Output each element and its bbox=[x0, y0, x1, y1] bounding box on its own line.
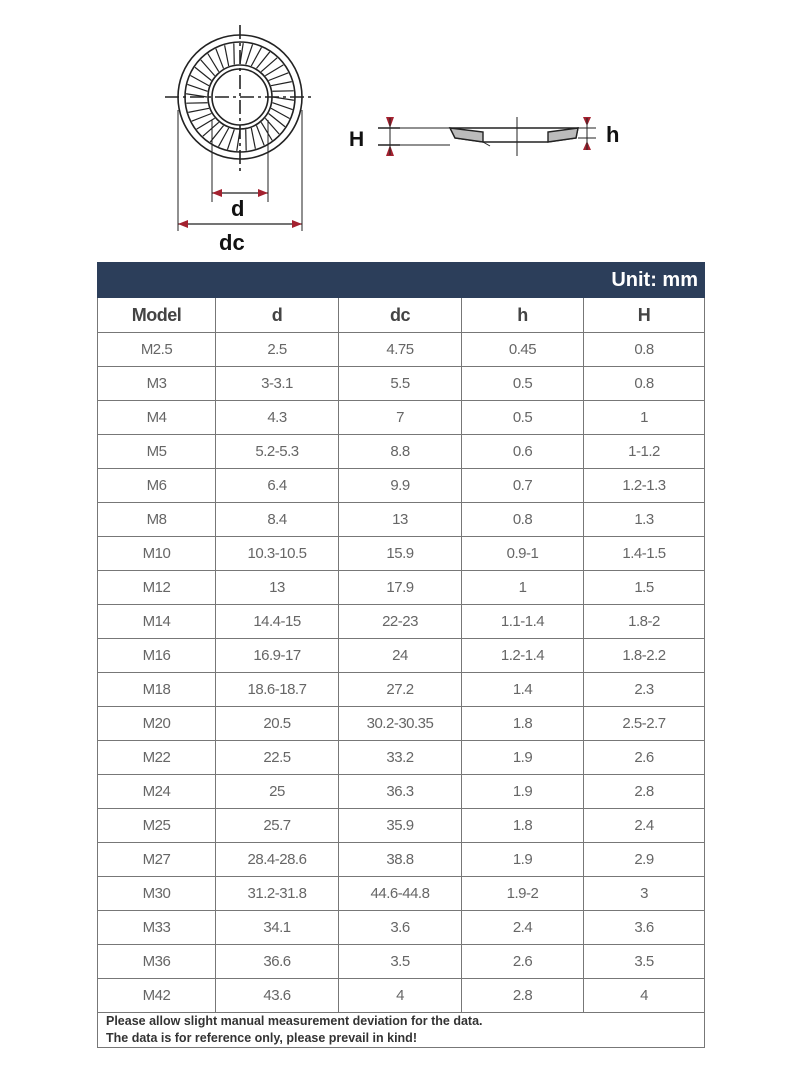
table-cell: M20 bbox=[98, 707, 216, 741]
table-cell: 8.8 bbox=[339, 435, 462, 469]
table-cell: 1.9 bbox=[462, 843, 584, 877]
table-cell: 14.4-15 bbox=[216, 605, 339, 639]
table-cell: 30.2-30.35 bbox=[339, 707, 462, 741]
table-cell: 16.9-17 bbox=[216, 639, 339, 673]
table-cell: 4.3 bbox=[216, 401, 339, 435]
table-cell: M22 bbox=[98, 741, 216, 775]
table-cell: 1.1-1.4 bbox=[462, 605, 584, 639]
table-row bbox=[98, 503, 705, 537]
table-row bbox=[98, 707, 705, 741]
table-cell: 7 bbox=[339, 401, 462, 435]
table-cell: M5 bbox=[98, 435, 216, 469]
table-cell: 13 bbox=[216, 571, 339, 605]
table-cell: 1.3 bbox=[584, 503, 705, 537]
table-cell: 2.5 bbox=[216, 333, 339, 367]
table-cell: 2.9 bbox=[584, 843, 705, 877]
washer-size-table bbox=[97, 262, 705, 1048]
table-cell: 25.7 bbox=[216, 809, 339, 843]
footnote-line: The data is for reference only, please prevail in kind! bbox=[106, 1031, 417, 1045]
table-cell: 0.8 bbox=[584, 333, 705, 367]
table-row bbox=[98, 605, 705, 639]
table-cell: 2.4 bbox=[462, 911, 584, 945]
table-row bbox=[98, 673, 705, 707]
table-cell: 25 bbox=[216, 775, 339, 809]
table-row bbox=[98, 809, 705, 843]
label-dc: dc bbox=[219, 230, 245, 255]
table-row bbox=[98, 843, 705, 877]
table-cell: 10.3-10.5 bbox=[216, 537, 339, 571]
table-cell: 3.6 bbox=[584, 911, 705, 945]
table-cell: 22-23 bbox=[339, 605, 462, 639]
footnote bbox=[98, 1013, 705, 1048]
table-cell: 1.8-2.2 bbox=[584, 639, 705, 673]
table-cell: 3 bbox=[584, 877, 705, 911]
footnote-line: Please allow slight manual measurement deviation for the data. bbox=[106, 1014, 483, 1028]
table-cell: 31.2-31.8 bbox=[216, 877, 339, 911]
table-cell: 0.6 bbox=[462, 435, 584, 469]
table-cell: 1.8-2 bbox=[584, 605, 705, 639]
table-cell: 33.2 bbox=[339, 741, 462, 775]
table-row bbox=[98, 911, 705, 945]
table-cell: M10 bbox=[98, 537, 216, 571]
table-cell: 2.8 bbox=[462, 979, 584, 1013]
table-row bbox=[98, 537, 705, 571]
table-cell: 1 bbox=[462, 571, 584, 605]
table-row bbox=[98, 333, 705, 367]
table-cell: 1.9 bbox=[462, 775, 584, 809]
column-header: dc bbox=[339, 298, 462, 333]
column-header-row bbox=[98, 298, 705, 333]
footnote-row bbox=[98, 1013, 705, 1048]
table-row bbox=[98, 979, 705, 1013]
table-cell: 0.5 bbox=[462, 367, 584, 401]
table-cell: 0.8 bbox=[462, 503, 584, 537]
table-cell: M25 bbox=[98, 809, 216, 843]
table-cell: 1 bbox=[584, 401, 705, 435]
column-header: h bbox=[462, 298, 584, 333]
table-cell: 36.6 bbox=[216, 945, 339, 979]
table-cell: M8 bbox=[98, 503, 216, 537]
table-cell: 28.4-28.6 bbox=[216, 843, 339, 877]
table-cell: 8.4 bbox=[216, 503, 339, 537]
table-row bbox=[98, 775, 705, 809]
table-cell: 2.6 bbox=[584, 741, 705, 775]
table-cell: 44.6-44.8 bbox=[339, 877, 462, 911]
table-cell: M6 bbox=[98, 469, 216, 503]
table-cell: M18 bbox=[98, 673, 216, 707]
table-cell: 4 bbox=[584, 979, 705, 1013]
table-cell: 3.6 bbox=[339, 911, 462, 945]
table-cell: 24 bbox=[339, 639, 462, 673]
table-cell: 0.8 bbox=[584, 367, 705, 401]
label-h: h bbox=[606, 122, 620, 147]
table-row bbox=[98, 401, 705, 435]
table-cell: 1.5 bbox=[584, 571, 705, 605]
table-cell: 6.4 bbox=[216, 469, 339, 503]
table-cell: 9.9 bbox=[339, 469, 462, 503]
table-cell: 35.9 bbox=[339, 809, 462, 843]
table-cell: 2.4 bbox=[584, 809, 705, 843]
table-cell: 36.3 bbox=[339, 775, 462, 809]
table-cell: 20.5 bbox=[216, 707, 339, 741]
table-row bbox=[98, 571, 705, 605]
table-cell: 0.45 bbox=[462, 333, 584, 367]
table-cell: M36 bbox=[98, 945, 216, 979]
table-cell: 1.9 bbox=[462, 741, 584, 775]
table-cell: M27 bbox=[98, 843, 216, 877]
table-cell: 13 bbox=[339, 503, 462, 537]
table-cell: 0.9-1 bbox=[462, 537, 584, 571]
table-cell: 1.8 bbox=[462, 809, 584, 843]
table-row bbox=[98, 639, 705, 673]
table-cell: M4 bbox=[98, 401, 216, 435]
table-cell: 2.5-2.7 bbox=[584, 707, 705, 741]
column-header: H bbox=[584, 298, 705, 333]
label-d: d bbox=[231, 196, 245, 221]
table-cell: 27.2 bbox=[339, 673, 462, 707]
table-row bbox=[98, 877, 705, 911]
table-cell: 3.5 bbox=[584, 945, 705, 979]
table-cell: 38.8 bbox=[339, 843, 462, 877]
table-cell: 34.1 bbox=[216, 911, 339, 945]
table-cell: 4.75 bbox=[339, 333, 462, 367]
table-row bbox=[98, 469, 705, 503]
table-cell: 5.5 bbox=[339, 367, 462, 401]
table-cell: M3 bbox=[98, 367, 216, 401]
column-header: d bbox=[216, 298, 339, 333]
column-header: Model bbox=[98, 298, 216, 333]
table-cell: M33 bbox=[98, 911, 216, 945]
table-cell: 1.4-1.5 bbox=[584, 537, 705, 571]
table-row bbox=[98, 741, 705, 775]
washer-diagram bbox=[0, 0, 800, 262]
table-cell: 2.3 bbox=[584, 673, 705, 707]
table-cell: 1.8 bbox=[462, 707, 584, 741]
table-cell: 2.8 bbox=[584, 775, 705, 809]
table-cell: 0.7 bbox=[462, 469, 584, 503]
table-cell: 1.2-1.4 bbox=[462, 639, 584, 673]
table-cell: 5.2-5.3 bbox=[216, 435, 339, 469]
table-cell: M12 bbox=[98, 571, 216, 605]
table-row bbox=[98, 435, 705, 469]
table-cell: 2.6 bbox=[462, 945, 584, 979]
table-row bbox=[98, 367, 705, 401]
table-cell: 15.9 bbox=[339, 537, 462, 571]
label-H: H bbox=[349, 128, 365, 151]
table-cell: 3-3.1 bbox=[216, 367, 339, 401]
side-view-washer bbox=[378, 117, 596, 156]
table-cell: 0.5 bbox=[462, 401, 584, 435]
table-cell: 3.5 bbox=[339, 945, 462, 979]
unit-label: Unit: mm bbox=[98, 263, 705, 298]
table-cell: 1.9-2 bbox=[462, 877, 584, 911]
table-cell: 43.6 bbox=[216, 979, 339, 1013]
table-cell: 1.2-1.3 bbox=[584, 469, 705, 503]
table-cell: 1.4 bbox=[462, 673, 584, 707]
table-cell: M16 bbox=[98, 639, 216, 673]
table-cell: M2.5 bbox=[98, 333, 216, 367]
table-row bbox=[98, 945, 705, 979]
table-cell: M30 bbox=[98, 877, 216, 911]
table-cell: 17.9 bbox=[339, 571, 462, 605]
table-cell: M14 bbox=[98, 605, 216, 639]
table-cell: 18.6-18.7 bbox=[216, 673, 339, 707]
table-cell: 22.5 bbox=[216, 741, 339, 775]
table-cell: M42 bbox=[98, 979, 216, 1013]
table-cell: 4 bbox=[339, 979, 462, 1013]
table-cell: 1-1.2 bbox=[584, 435, 705, 469]
table-cell: M24 bbox=[98, 775, 216, 809]
